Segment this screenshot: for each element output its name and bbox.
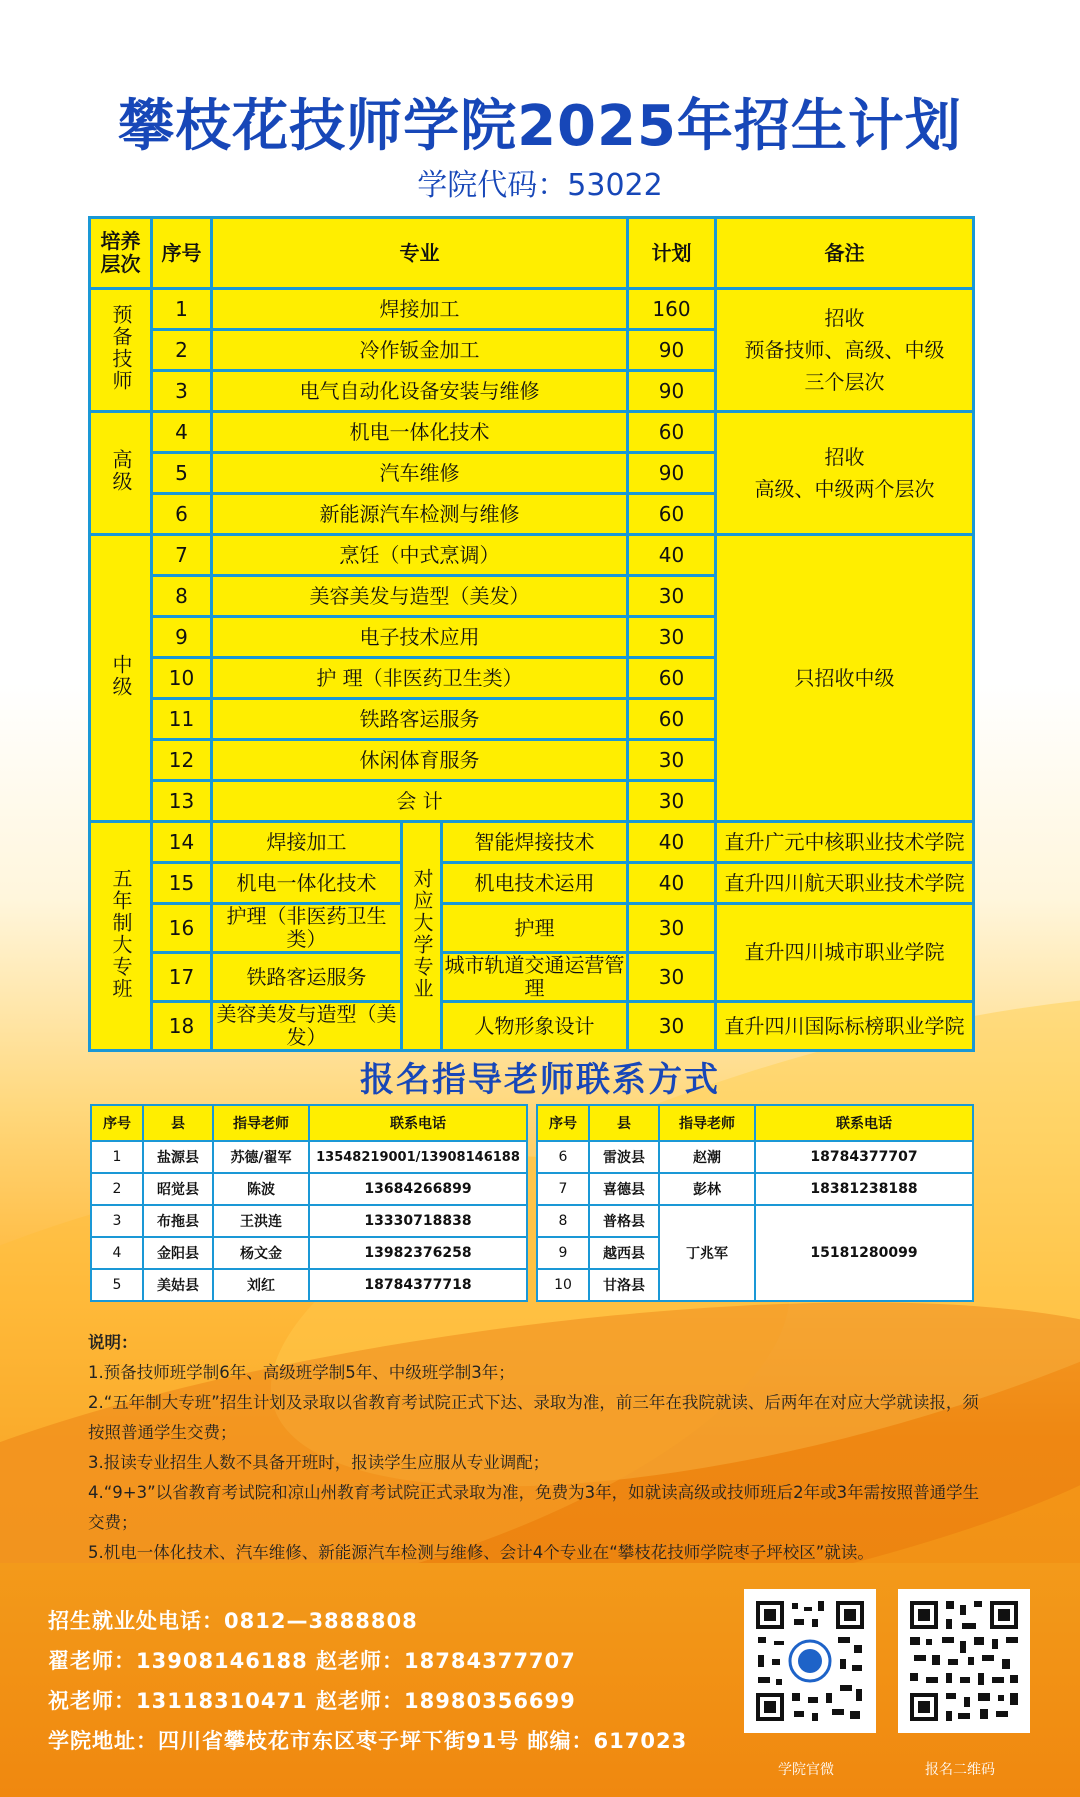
contact-teacher: 丁兆军 (659, 1205, 755, 1301)
footer (0, 1563, 1080, 1797)
qr-code-icon (902, 1593, 1026, 1729)
row-major: 机电一体化技术 (212, 863, 402, 904)
note-line: 1.预备技师班学制6年、高级班学制5年、中级班学制3年； (88, 1363, 515, 1382)
contact-phone: 13548219001/13908146188 (309, 1141, 527, 1173)
row-plan: 40 (628, 822, 716, 863)
contact-no: 8 (537, 1205, 589, 1237)
notes-section (88, 1328, 988, 1568)
level-cell (90, 412, 152, 535)
row-plan: 30 (628, 740, 716, 781)
col-phone: 联系电话 (309, 1105, 527, 1141)
page-title: 攀枝花技师学院2025年招生计划 (118, 94, 962, 159)
row-major: 焊接加工 (212, 822, 402, 863)
contact-county: 雷波县 (589, 1141, 659, 1173)
teacher-contacts-2: 祝老师：13118310471 赵老师：18980356699 (48, 1689, 576, 1713)
row-major: 焊接加工 (212, 289, 628, 330)
row-univ-major: 护理 (442, 904, 628, 953)
row-no: 12 (152, 740, 212, 781)
row-no: 4 (152, 412, 212, 453)
row-major: 机电一体化技术 (212, 412, 628, 453)
level-label: 预备技师 (109, 303, 133, 392)
contact-phone: 13684266899 (309, 1173, 527, 1205)
contact-row (91, 1269, 527, 1301)
contact-section-title: 报名指导老师联系方式 (360, 1060, 720, 1100)
contact-header-row (91, 1105, 527, 1141)
row-no: 14 (152, 822, 212, 863)
row-no: 7 (152, 535, 212, 576)
row-remark: 只招收中级 (716, 535, 974, 822)
table-row (90, 289, 974, 330)
row-no: 1 (152, 289, 212, 330)
level-cell (90, 289, 152, 412)
contact-row (91, 1237, 527, 1269)
table-row (90, 412, 974, 453)
table-row (90, 904, 974, 953)
row-remark: 直升四川国际标榜职业学院 (716, 1002, 974, 1051)
col-teacher: 指导老师 (213, 1105, 309, 1141)
contact-phone: 18784377707 (755, 1141, 973, 1173)
contact-row (91, 1141, 527, 1173)
contact-row (91, 1173, 527, 1205)
row-major: 汽车维修 (212, 453, 628, 494)
row-plan: 160 (628, 289, 716, 330)
contact-county: 金阳县 (143, 1237, 213, 1269)
row-no: 5 (152, 453, 212, 494)
contact-row (91, 1205, 527, 1237)
contact-no: 2 (91, 1173, 143, 1205)
contact-row (537, 1205, 973, 1237)
row-no: 9 (152, 617, 212, 658)
row-major: 烹饪（中式烹调） (212, 535, 628, 576)
contact-table-right (536, 1104, 974, 1302)
table-header-row (90, 218, 974, 289)
table-row (90, 822, 974, 863)
contact-no: 3 (91, 1205, 143, 1237)
contact-county: 布拖县 (143, 1205, 213, 1237)
level-cell (90, 822, 152, 1051)
row-remark: 招收 高级、中级两个层次 (716, 412, 974, 535)
contact-phone: 18784377718 (309, 1269, 527, 1301)
univ-major-label-cell (402, 822, 442, 1051)
row-remark: 直升四川城市职业学院 (716, 904, 974, 1002)
col-county: 县 (143, 1105, 213, 1141)
contact-teacher: 苏德/翟军 (213, 1141, 309, 1173)
contact-no: 1 (91, 1141, 143, 1173)
row-plan: 90 (628, 371, 716, 412)
note-line: 5.机电一体化技术、汽车维修、新能源汽车检测与维修、会计4个专业在“攀枝花技师学院枣子坪校区”就读。 (88, 1543, 874, 1562)
contact-county: 越西县 (589, 1237, 659, 1269)
row-major: 铁路客运服务 (212, 953, 402, 1002)
row-plan: 30 (628, 1002, 716, 1051)
row-major: 冷作钣金加工 (212, 330, 628, 371)
table-row (90, 863, 974, 904)
notes-title: 说明： (88, 1333, 138, 1352)
row-major: 护 理（非医药卫生类） (212, 658, 628, 699)
col-county: 县 (589, 1105, 659, 1141)
enrollment-plan-table (88, 216, 975, 1052)
contact-county: 喜德县 (589, 1173, 659, 1205)
row-univ-major: 城市轨道交通运营管理 (442, 953, 628, 1002)
level-label: 中级 (109, 653, 133, 698)
school-code: 学院代码：53022 (417, 168, 663, 203)
registration-qr-code[interactable] (898, 1589, 1030, 1733)
contact-no: 9 (537, 1237, 589, 1269)
row-plan: 60 (628, 494, 716, 535)
contact-teacher: 杨文金 (213, 1237, 309, 1269)
row-univ-major: 智能焊接技术 (442, 822, 628, 863)
note-line: 4.“9+3”以省教育考试院和凉山州教育考试院正式录取为准，免费为3年，如就读高级或技师班后2年或3年需按照普通学生交费； (88, 1483, 980, 1532)
row-remark: 直升广元中核职业技术学院 (716, 822, 974, 863)
row-major: 会 计 (212, 781, 628, 822)
contact-table-left (90, 1104, 528, 1302)
row-no: 18 (152, 1002, 212, 1051)
col-phone: 联系电话 (755, 1105, 973, 1141)
note-line: 3.报读专业招生人数不具备开班时，报读学生应服从专业调配； (88, 1453, 550, 1472)
row-univ-major: 机电技术运用 (442, 863, 628, 904)
row-univ-major: 人物形象设计 (442, 1002, 628, 1051)
row-plan: 90 (628, 453, 716, 494)
row-plan: 40 (628, 535, 716, 576)
contact-phone: 18381238188 (755, 1173, 973, 1205)
contact-county: 美姑县 (143, 1269, 213, 1301)
row-major: 美容美发与造型（美发） (212, 576, 628, 617)
contact-county: 甘洛县 (589, 1269, 659, 1301)
level-label: 五年制大专班 (109, 867, 133, 1000)
row-major: 电子技术应用 (212, 617, 628, 658)
row-plan: 30 (628, 953, 716, 1002)
row-plan: 30 (628, 904, 716, 953)
contact-teacher: 陈波 (213, 1173, 309, 1205)
row-no: 8 (152, 576, 212, 617)
contact-phone: 13330718838 (309, 1205, 527, 1237)
row-plan: 40 (628, 863, 716, 904)
row-major: 铁路客运服务 (212, 699, 628, 740)
row-no: 10 (152, 658, 212, 699)
admissions-phone: 招生就业处电话：0812—3888808 (48, 1609, 418, 1633)
qr-code-icon (748, 1593, 872, 1729)
contact-phone: 15181280099 (755, 1205, 973, 1301)
univ-major-label: 对应大学专业 (410, 867, 434, 1000)
row-no: 2 (152, 330, 212, 371)
row-remark: 招收 预备技师、高级、中级 三个层次 (716, 289, 974, 412)
qr1-caption: 学院官微 (778, 1762, 834, 1778)
qr2-caption: 报名二维码 (925, 1762, 995, 1778)
row-no: 11 (152, 699, 212, 740)
contact-no: 6 (537, 1141, 589, 1173)
school-address: 学院地址：四川省攀枝花市东区枣子坪下街91号 邮编：617023 (48, 1729, 688, 1753)
contact-teacher: 赵潮 (659, 1141, 755, 1173)
row-plan: 30 (628, 617, 716, 658)
row-major: 护理（非医药卫生类） (212, 904, 402, 953)
col-no: 序号 (91, 1105, 143, 1141)
header-plan: 计划 (628, 218, 716, 289)
row-no: 16 (152, 904, 212, 953)
contact-county: 普格县 (589, 1205, 659, 1237)
col-teacher: 指导老师 (659, 1105, 755, 1141)
contact-phone: 13982376258 (309, 1237, 527, 1269)
contact-header-row (537, 1105, 973, 1141)
contact-teacher: 彭林 (659, 1173, 755, 1205)
col-no: 序号 (537, 1105, 589, 1141)
contact-no: 4 (91, 1237, 143, 1269)
row-major: 电气自动化设备安装与维修 (212, 371, 628, 412)
contact-no: 7 (537, 1173, 589, 1205)
row-major: 休闲体育服务 (212, 740, 628, 781)
header-remark: 备注 (716, 218, 974, 289)
contact-teacher: 刘红 (213, 1269, 309, 1301)
row-no: 13 (152, 781, 212, 822)
contact-county: 昭觉县 (143, 1173, 213, 1205)
header-level: 培养层次 (90, 218, 152, 289)
row-no: 3 (152, 371, 212, 412)
contact-teacher: 王洪连 (213, 1205, 309, 1237)
row-no: 6 (152, 494, 212, 535)
level-label: 高级 (109, 448, 133, 493)
row-plan: 30 (628, 781, 716, 822)
table-row (90, 1002, 974, 1051)
table-row (90, 535, 974, 576)
level-cell (90, 535, 152, 822)
teacher-contacts-1: 翟老师：13908146188 赵老师：18784377707 (48, 1649, 576, 1673)
contact-no: 10 (537, 1269, 589, 1301)
note-line: 2.“五年制大专班”招生计划及录取以省教育考试院正式下达、录取为准，前三年在我院就读、后两年在对应大学就读报，须按照普通学生交费； (88, 1393, 979, 1442)
row-plan: 60 (628, 699, 716, 740)
row-plan: 90 (628, 330, 716, 371)
contact-no: 5 (91, 1269, 143, 1301)
row-major: 新能源汽车检测与维修 (212, 494, 628, 535)
header-no: 序号 (152, 218, 212, 289)
row-remark: 直升四川航天职业技术学院 (716, 863, 974, 904)
contact-row (537, 1173, 973, 1205)
wechat-qr-code[interactable] (744, 1589, 876, 1733)
row-major: 美容美发与造型（美发） (212, 1002, 402, 1051)
row-no: 15 (152, 863, 212, 904)
row-no: 17 (152, 953, 212, 1002)
header-major: 专业 (212, 218, 628, 289)
row-plan: 60 (628, 658, 716, 699)
row-plan: 60 (628, 412, 716, 453)
contact-county: 盐源县 (143, 1141, 213, 1173)
contact-row (537, 1141, 973, 1173)
row-plan: 30 (628, 576, 716, 617)
